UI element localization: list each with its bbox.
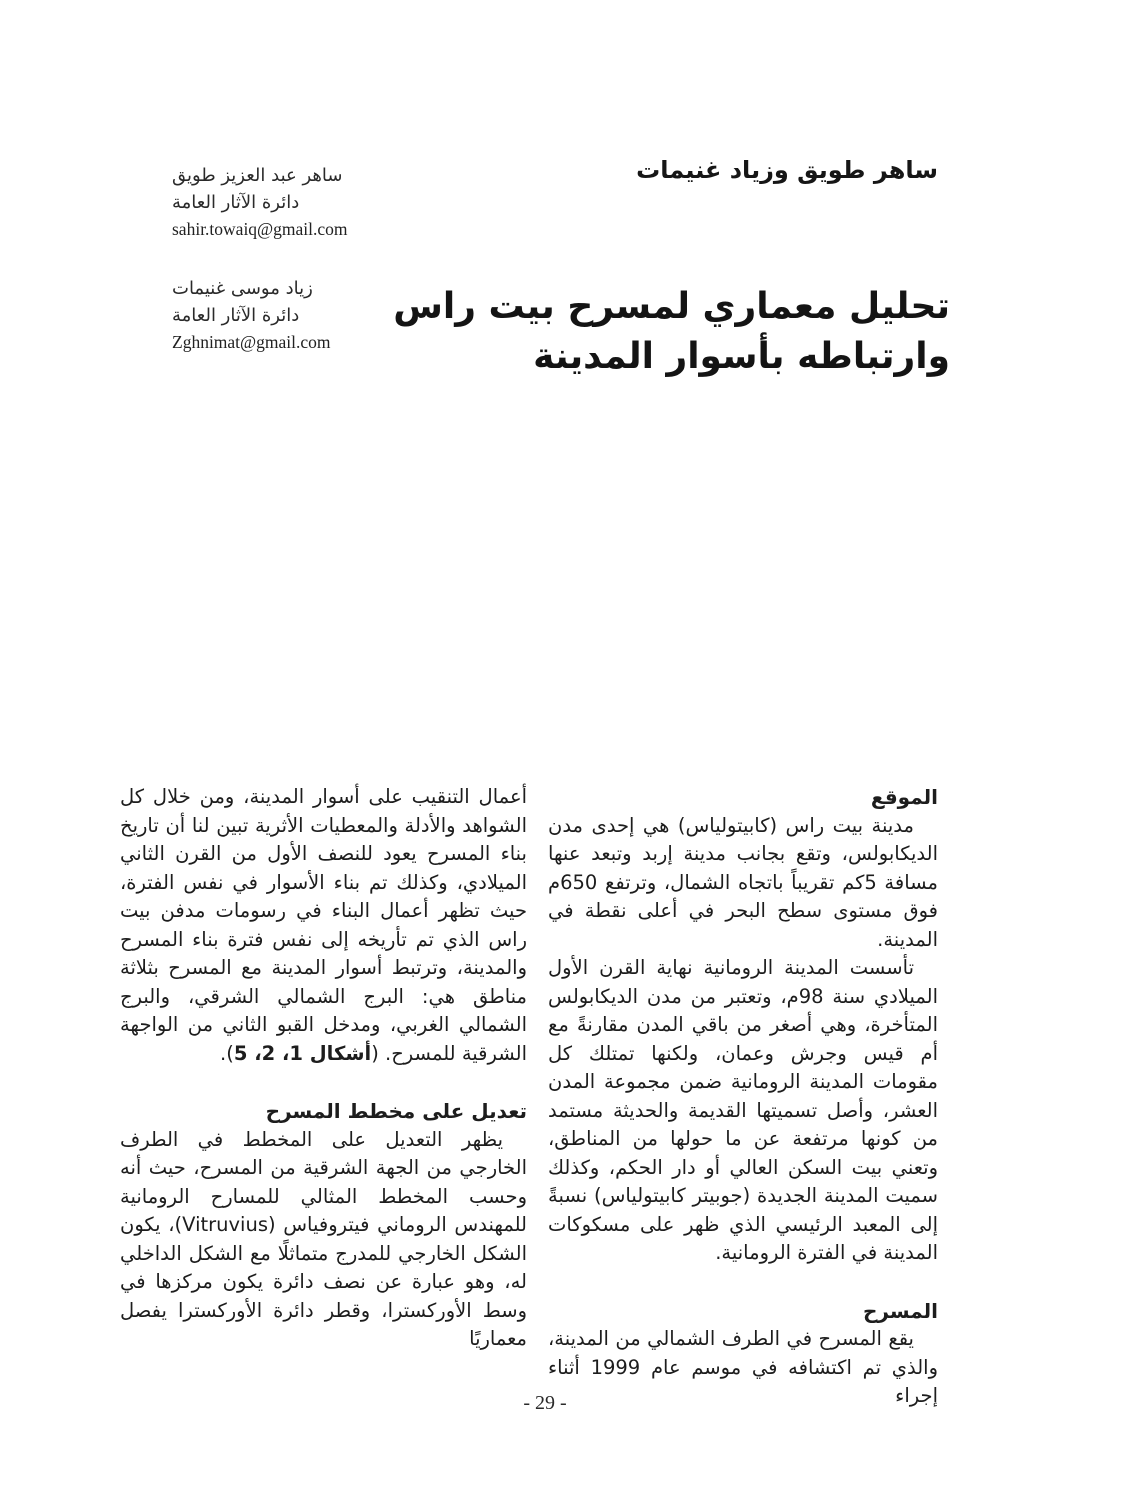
section-heading: المسرح: [863, 1298, 938, 1323]
section-heading: تعديل على مخطط المسرح: [265, 1099, 527, 1123]
author-email: Zghnimat@gmail.com: [172, 332, 331, 352]
text-segment: ).: [220, 1041, 234, 1065]
paragraph: [120, 783, 527, 1068]
author-group: [172, 275, 348, 356]
paragraph: [120, 1126, 527, 1354]
author-affiliation: دائرة الآثار العامة: [172, 305, 300, 326]
text-segment: تأسست المدينة الرومانية نهاية القرن الأول الميلادي سنة 98م، وتعتبر من مدن الديكابولس المتأخرة، وهي أصغر من باقي المدن مقارنةً مع أم قيس وجرش وعمان، ولكنها تمتلك كل مقومات المدينة الرومانية ضمن مجموعة المدن العشر، وأصل تسميتها القديمة والحديثة مستمد من كونها مرتفعة عن ما حولها من المناطق، وتعني بيت السكن العالي أو دار الحكم، وكذلك سميت المدينة الجديدة (جوبيتر كابيتولياس) نسبةً إلى المعبد الرئيسي الذي ظهر على مسكوكات المدينة في الفترة الرومانية.: [548, 956, 938, 1264]
title-line: تحليل معماري لمسرح بيت راس: [393, 286, 950, 327]
text-segment: أعمال التنقيب على أسوار المدينة، ومن خلال كل الشواهد والأدلة والمعطيات الأثرية تبين لنا أن تاريخ بناء المسرح يعود للنصف الأول من القرن الثاني الميلادي، وكذلك تم بناء الأسوار في نفس الفترة، حيث تظهر أعمال البناء في رسومات مدفن بيت راس الذي تم تأريخه إلى نفس فترة بناء المسرح والمدينة، وترتبط أسوار المدينة مع المسرح بثلاثة مناطق هي: البرج الشمالي الشرقي، والبرج الشمالي الغربي، ومدخل القبو الثاني من الواجهة الشرقية للمسرح. (: [120, 785, 527, 1065]
page-number: - 29 -: [523, 1392, 567, 1414]
running-head-authors: ساهر طويق وزياد غنيمات: [636, 156, 938, 184]
paragraph: [548, 954, 938, 1268]
section-heading: الموقع: [870, 785, 938, 809]
author-name: زياد موسى غنيمات: [172, 278, 313, 299]
body-column-right: [548, 783, 938, 1411]
text-segment: مدينة بيت راس (كابيتولياس) هي إحدى مدن الديكابولس، وتقع بجانب مدينة إربد وتبعد عنها مسافة 5كم تقريباً باتجاه الشمال، وترتفع 650م فوق مستوى سطح البحر في أعلى نقطة في المدينة.: [548, 813, 938, 951]
body-column-left: [120, 783, 527, 1354]
title-line: وارتباطه بأسوار المدينة: [533, 336, 950, 377]
author-affiliation: دائرة الآثار العامة: [172, 192, 300, 213]
text-segment: يظهر التعديل على المخطط في الطرف الخارجي من الجهة الشرقية من المسرح، حيث أنه وحسب المخطط المثالي للمسارح الرومانية للمهندس الروماني فيتروفياس (Vitruvius)، يكون الشكل الخارجي للمدرج متماثلًا مع الشكل الداخلي له، وهو عبارة عن نصف دائرة يكون مركزها في وسط الأوركسترا، وقطر دائرة الأوركسترا يفصل معماريًا: [120, 1127, 527, 1350]
author-name: ساهر عبد العزيز طويق: [172, 165, 343, 186]
author-email: sahir.towaiq@gmail.com: [172, 219, 348, 239]
article-title: [393, 282, 950, 382]
text-segment: أشكال 1، 2، 5: [233, 1041, 372, 1065]
paragraph: [548, 812, 938, 955]
author-group: [172, 162, 348, 243]
author-block: [172, 162, 348, 356]
text-segment: يقع المسرح في الطرف الشمالي من المدينة، والذي تم اكتشافه في موسم عام 1999 أثناء إجراء: [548, 1327, 938, 1407]
